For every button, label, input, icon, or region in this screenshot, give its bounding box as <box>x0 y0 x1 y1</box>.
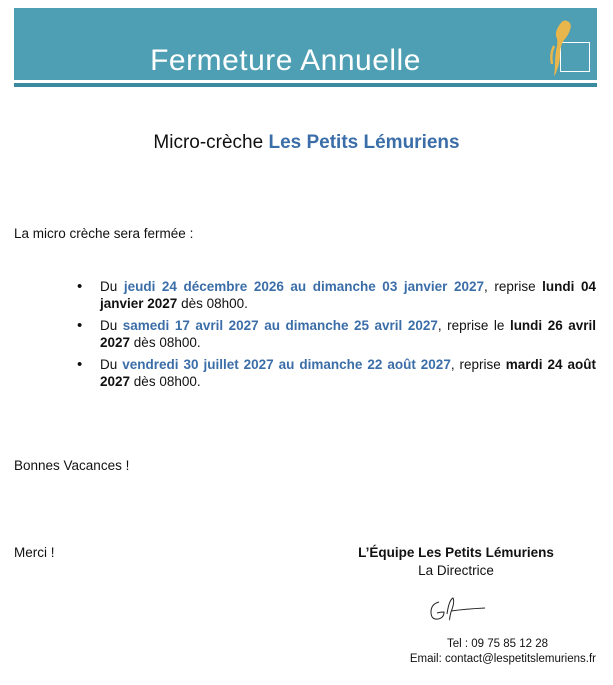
header-banner <box>14 8 597 80</box>
page-title: Fermeture Annuelle <box>150 44 421 77</box>
team-name: L’Équipe Les Petits Lémuriens <box>358 545 554 560</box>
period-end: dès 08h00. <box>177 296 248 311</box>
thanks-text: Merci ! <box>14 545 55 560</box>
header-rule <box>14 83 597 87</box>
signature-block <box>340 544 572 580</box>
period-range: samedi 17 avril 2027 au dimanche 25 avril 2027 <box>122 318 438 333</box>
period-mid: , reprise <box>450 357 506 372</box>
resume-date: mardi 24 août 2027 <box>100 357 596 389</box>
period-prefix: Du <box>100 279 124 294</box>
period-range: vendredi 30 juillet 2027 au dimanche 22 août 2027 <box>122 357 451 372</box>
subtitle-prefix: Micro-crèche <box>153 132 269 153</box>
signer-role: La Directrice <box>418 563 494 578</box>
resume-date: lundi 04 janvier 2027 <box>100 279 596 311</box>
list-item <box>100 317 596 351</box>
period-mid: , reprise le <box>437 318 510 333</box>
subtitle <box>0 132 613 154</box>
period-prefix: Du <box>100 318 123 333</box>
period-end: dès 08h00. <box>130 335 201 350</box>
brand-name: Les Petits Lémuriens <box>268 132 460 153</box>
lemur-logo-icon <box>546 16 596 80</box>
phone-number: Tel : 09 75 85 12 28 <box>446 638 548 650</box>
period-mid: , reprise <box>484 279 543 294</box>
resume-date: lundi 26 avril 2027 <box>100 318 596 350</box>
closure-periods-list <box>100 278 596 395</box>
contact-info <box>300 637 596 667</box>
period-end: dès 08h00. <box>130 374 201 389</box>
period-prefix: Du <box>100 357 123 372</box>
intro-text: La micro crèche sera fermée : <box>14 226 194 241</box>
list-item <box>100 278 596 312</box>
handwritten-signature <box>425 594 489 626</box>
greeting-text: Bonnes Vacances ! <box>14 458 130 473</box>
list-item <box>100 356 596 390</box>
period-range: jeudi 24 décembre 2026 au dimanche 03 janvier 2027 <box>123 279 485 294</box>
email-address: Email: contact@lespetitslemuriens.fr <box>409 653 596 665</box>
